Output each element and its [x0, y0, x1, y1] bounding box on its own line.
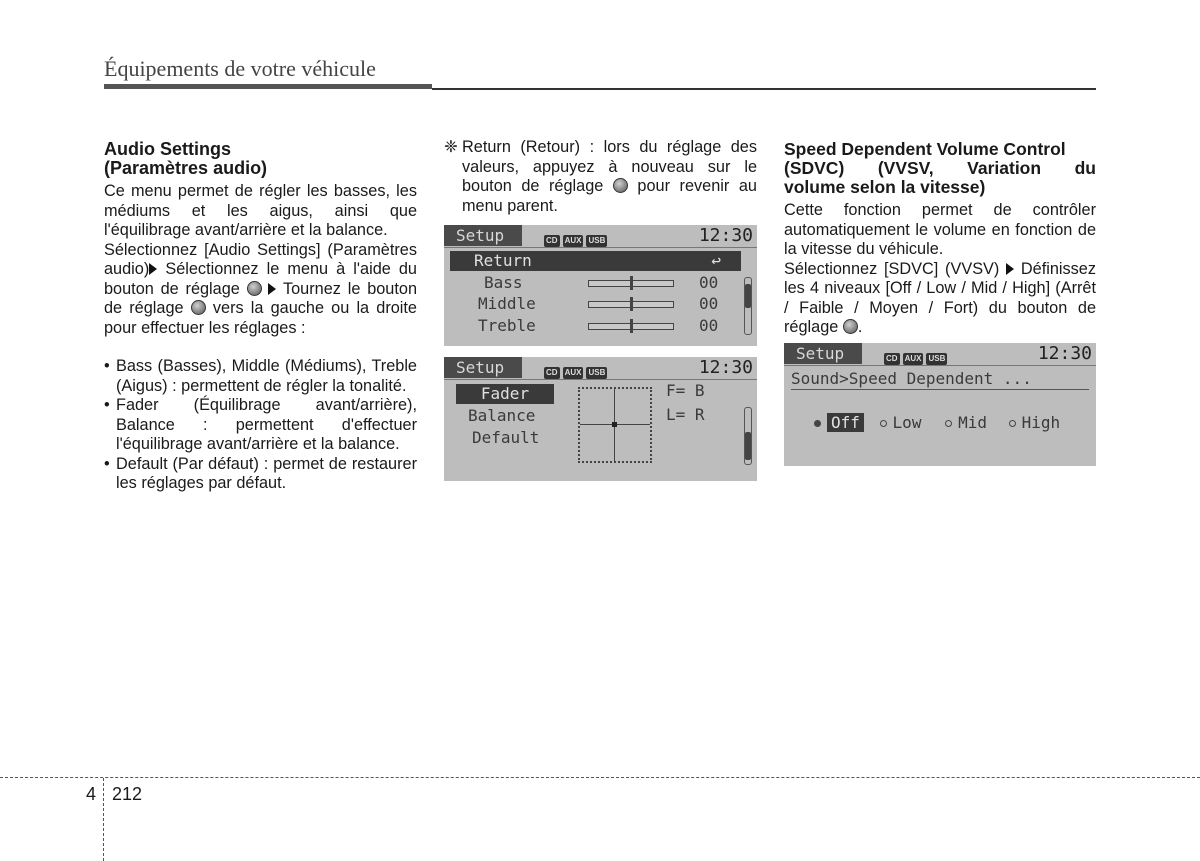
heading-line: Speed Dependent Volume Control — [784, 139, 1066, 159]
return-icon: ↩ — [711, 251, 721, 270]
screen-status-bar — [784, 343, 1096, 366]
clock: 12:30 — [698, 357, 753, 378]
option-label: Off — [827, 413, 864, 432]
section-heading-sdvc — [784, 140, 1096, 197]
menu-item-balance[interactable] — [468, 406, 535, 426]
menu-item-return[interactable] — [450, 251, 741, 271]
column-audio-settings — [104, 140, 417, 494]
paragraph: Ce menu permet de régler les basses, les médiums et les aigus, ainsi que l'équilibrage avant/arrière et la balance. — [104, 182, 417, 239]
screen-status-bar — [444, 357, 757, 380]
clock: 12:30 — [1037, 343, 1092, 364]
option-label: High — [1021, 413, 1061, 432]
footer-rule-vertical — [103, 778, 104, 861]
list-item-text: Fader (Équilibrage avant/arrière), Balance : permettent d'effectuer l'équilibrage avant/arrière et la balance. — [116, 396, 417, 453]
menu-item-value: 00 — [699, 316, 719, 335]
section-heading-audio — [104, 140, 417, 178]
radio-icon — [814, 420, 821, 427]
text: . — [857, 318, 863, 336]
tune-knob-icon — [247, 281, 262, 296]
list-item: • Default (Par défaut) : permet de restaurer les réglages par défaut. — [104, 454, 417, 492]
list-item-text: Bass (Basses), Middle (Médiums), Treble (Aigus) : permettent de régler la tonalité. — [116, 357, 417, 395]
paragraph-instructions — [784, 260, 1096, 338]
menu-item-label: Return — [474, 251, 532, 270]
header-rule-thin — [432, 88, 1096, 90]
menu-item-label: Middle — [478, 294, 536, 313]
column-return-note — [444, 138, 757, 216]
cd-badge: CD — [546, 236, 558, 245]
heading-line: Audio Settings — [104, 139, 231, 159]
aux-badge: AUX — [904, 354, 922, 363]
note — [444, 138, 757, 216]
bullet-list — [104, 357, 417, 494]
text: Sélectionnez [Audio Settings] (Paramètres audio) — [104, 240, 417, 278]
bass-slider-handle[interactable] — [630, 276, 633, 290]
header-title: Équipements de votre véhicule — [104, 56, 376, 81]
paragraph-instructions — [104, 241, 417, 339]
tune-knob-icon — [843, 319, 858, 334]
header-rule — [104, 84, 432, 89]
footer-rule — [0, 777, 1200, 778]
option-mid[interactable] — [945, 413, 987, 432]
screen-title: Setup — [444, 357, 522, 378]
menu-item-value: 00 — [699, 294, 719, 313]
option-label: Low — [892, 413, 922, 432]
option-off[interactable] — [814, 413, 864, 432]
text: pour revenir au menu parent. — [462, 177, 757, 215]
heading-line: (SDVC) (VVSV, Variation du — [784, 158, 1096, 178]
menu-item-label: Bass — [484, 273, 523, 292]
scrollbar[interactable] — [744, 277, 752, 335]
menu-item-default[interactable] — [472, 428, 539, 448]
middle-slider-handle[interactable] — [630, 297, 633, 311]
radio-icon — [945, 420, 952, 427]
menu-item-value: 00 — [699, 273, 719, 292]
screen-path: Sound>Speed Dependent ... — [791, 369, 1089, 390]
screen-title: Setup — [784, 343, 862, 364]
menu-item-fader[interactable] — [456, 384, 554, 404]
aux-badge: AUX — [564, 236, 582, 245]
menu-item-label: Default — [472, 428, 540, 447]
radio-icon — [880, 420, 887, 427]
display-screen-audio-settings — [444, 225, 757, 346]
column-sdvc — [784, 140, 1096, 338]
option-label: Mid — [958, 413, 987, 432]
cd-badge: CD — [886, 354, 898, 363]
source-badges — [544, 362, 610, 380]
chapter-number: 4 — [86, 784, 97, 804]
scrollbar[interactable] — [744, 407, 752, 465]
source-badges — [884, 348, 950, 366]
source-badges — [544, 230, 610, 248]
clock: 12:30 — [698, 225, 753, 246]
heading-line: volume selon la vitesse) — [784, 177, 986, 197]
text: Définissez les 4 niveaux [Off / Low / Mid / High] (Arrêt / Faible / Moyen / Fort) du bouton de réglage — [784, 259, 1096, 336]
scrollbar-thumb[interactable] — [745, 432, 751, 460]
menu-item-label: Balance — [468, 406, 536, 425]
aux-badge: AUX — [564, 368, 582, 377]
fader-position-marker — [612, 422, 617, 427]
list-item: • Fader (Équilibrage avant/arrière), Balance : permettent d'effectuer l'équilibrage avant/arrière et la balance. — [104, 396, 417, 453]
display-screen-sdvc — [784, 343, 1096, 466]
page-number: 212 — [112, 784, 143, 804]
heading-line: (Paramètres audio) — [104, 158, 268, 178]
text: Tournez le bouton de réglage — [104, 279, 417, 317]
usb-badge: USB — [588, 368, 606, 377]
radio-icon — [1009, 420, 1016, 427]
sdvc-options — [814, 413, 1060, 433]
menu-item-label: Treble — [478, 316, 536, 335]
tune-knob-icon — [613, 178, 628, 193]
cd-badge: CD — [546, 368, 558, 377]
note-mark: ❈ — [444, 138, 458, 156]
list-item: • Bass (Basses), Middle (Médiums), Treble (Aigus) : permettent de régler la tonalité. — [104, 357, 417, 395]
display-screen-fader — [444, 357, 757, 481]
text: Sélectionnez le menu à l'aide du bouton de réglage — [104, 260, 417, 298]
scrollbar-thumb[interactable] — [745, 284, 751, 308]
balance-readout: L= R — [666, 405, 705, 424]
text: Sélectionnez [SDVC] (VVSV) — [784, 259, 1007, 278]
screen-status-bar — [444, 225, 757, 248]
paragraph: Cette fonction permet de contrôler automatiquement le volume en fonction de la vitesse du véhicule. — [784, 201, 1096, 258]
usb-badge: USB — [588, 236, 606, 245]
tune-knob-icon — [191, 300, 206, 315]
menu-item-label: Fader — [480, 384, 530, 403]
option-low[interactable] — [880, 413, 922, 432]
screen-title: Setup — [444, 225, 522, 246]
option-high[interactable] — [1009, 413, 1061, 432]
list-item-text: Default (Par défaut) : permet de restaurer les réglages par défaut. — [116, 454, 417, 492]
usb-badge: USB — [928, 354, 946, 363]
text: vers la gauche ou la droite pour effectuer les réglages : — [104, 299, 417, 337]
text: Return (Retour) : lors du réglage des valeurs, appuyez à nouveau sur le bouton de réglage — [462, 138, 757, 195]
treble-slider-handle[interactable] — [630, 319, 633, 333]
fader-readout: F= B — [666, 381, 705, 400]
arrow-right-icon — [1006, 263, 1014, 275]
